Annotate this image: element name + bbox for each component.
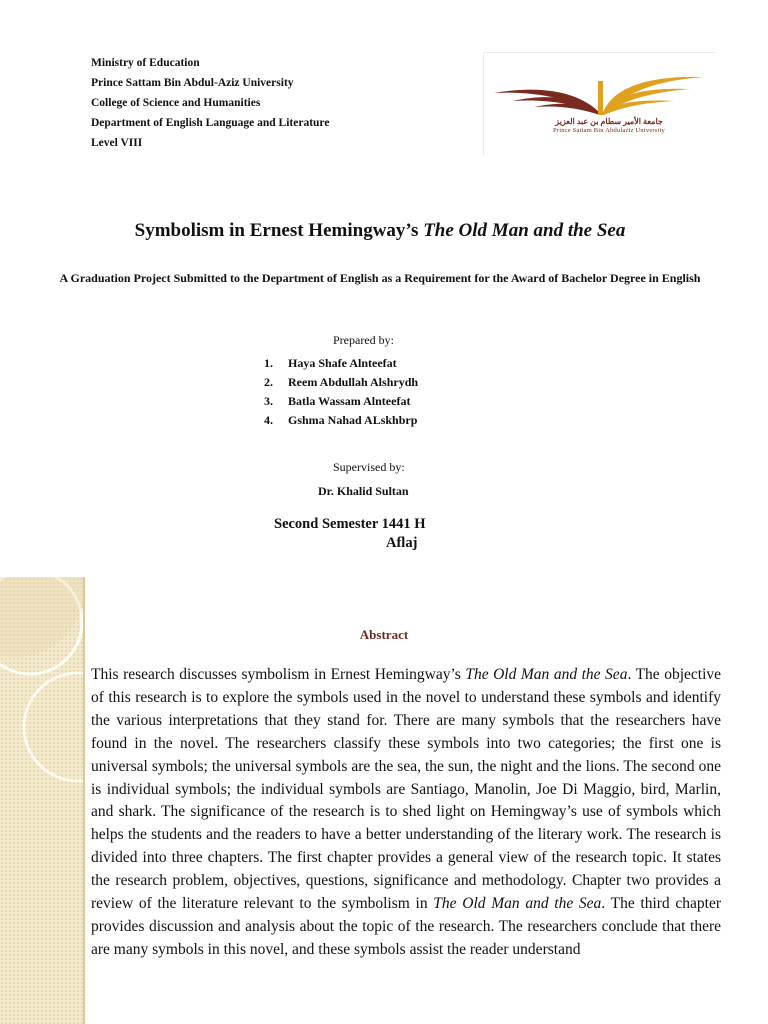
university-logo [483,52,715,156]
title-text: Symbolism in Ernest Hemingway’s [134,220,424,241]
author-list [264,354,418,430]
abstract-text: This research discusses symbolism in Ernest Hemingway’s [91,666,466,683]
abstract-italic-title: The Old Man and the Sea [433,895,602,913]
header-line-level: Level VIII [91,137,143,149]
place-label: Aflaj [386,535,418,551]
supervised-by-label: Supervised by: [333,460,405,474]
abstract-text: . The objective of this research is to explore the symbols used in the novel to understand these symbols and identify the various interpretations that they stand for. There are many symbols that the researchers have found in the novel. The researchers classify these symbols into two categories; the first one is universal symbols; the universal symbols are the sea, the sun, the night and the lions. The second one is individual symbols; the individual symbols are Santiago, Manolin, Joe Di Maggio, bird, Marlin, and shark. The significance of the research is to shed light on Hemingway’s use of symbols which helps the students and the readers to have a better understanding of the literary work. The research is divided into three chapters. The first chapter provides a general view of the research topic. It states the research problem, objectives, questions, significance and methodology. Chapter two provides a review of the literature relevant to the symbolism in [91,666,722,913]
semester-label: Second Semester 1441 H [274,516,426,532]
institution-header [91,53,329,153]
author-item: 2. Reem Abdullah Alshrydh [264,375,419,389]
decorative-side-panel [0,577,85,1024]
author-item: 4. Gshma Nahad ALskhbrp [264,413,418,427]
project-subtitle: A Graduation Project Submitted to the Department of English as a Requirement for the Award of Bachelor Degree in English [59,271,701,285]
decorative-circles-icon [0,577,85,1024]
abstract-text: . The third chapter provides discussion and analysis about the topic of the research. The researchers conclude that there are many symbols in this novel, and these symbols assist the reader understand [91,895,721,958]
title-italic: The Old Man and the Sea [423,220,626,241]
abstract-heading: Abstract [359,627,409,642]
logo-arabic-text: جامعة الأمير سطام بن عبد العزيز [555,117,663,126]
abstract-body [91,664,721,962]
header-line-department: Department of English Language and Literature [91,117,330,129]
supervisor-name: Dr. Khalid Sultan [318,484,409,498]
header-line-college: College of Science and Humanities [91,97,261,109]
panel-edge [83,577,85,1024]
book-wings-icon [490,71,710,119]
project-title [60,220,700,241]
header-line-ministry: Ministry of Education [91,57,200,69]
author-item: 3. Batla Wassam Alnteefat [264,394,411,408]
header-line-university: Prince Sattam Bin Abdul-Aziz University [91,77,294,89]
author-item: 1. Haya Shafe Alnteefat [264,356,397,370]
prepared-by-label: Prepared by: [333,333,394,347]
abstract-italic-title: The Old Man and the Sea [465,666,628,683]
logo-english-text: Prince Sattam Bin Abdulaziz University [553,127,665,134]
